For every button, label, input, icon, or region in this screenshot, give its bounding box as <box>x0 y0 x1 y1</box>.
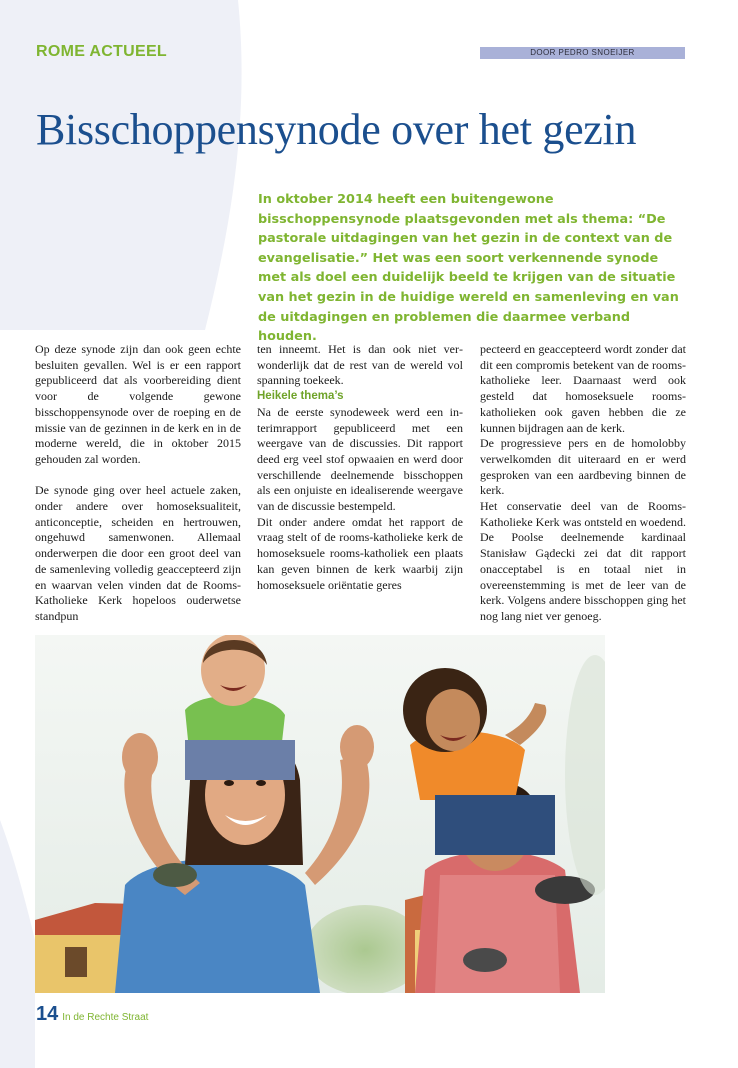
page-number: 14 <box>36 1003 59 1025</box>
paragraph: Op deze synode zijn dan ook geen echte besluiten gevallen. Wel is er een rapport gepubliceerd dat als voorbereiding dient voor de volgende gewone bisschoppensynode over de roeping en de missie van de gezinnen in de kerk en in de moderne wereld, die in oktober 2015 gehouden zal worden. <box>35 342 241 466</box>
body-column-2 <box>257 342 463 593</box>
page-footer <box>36 1003 148 1026</box>
article-title: Bisschoppensynode over het gezin <box>36 105 637 154</box>
paragraph: pecteerd en geaccepteerd wordt zonder dat dit een compromis betekent van de rooms-katholieke leer. Daarnaast werd ook gesteld dat homoseksuele rooms-katholieken ook gaven hebben die ze kunnen bijdragen aan de kerk. <box>480 342 686 435</box>
paragraph: Het conservatie deel van de Rooms-Katholieke Kerk was ontsteld en woedend. De Poolse deelnemende kardinaal Stanisław Gądecki zei dat dit rapport onacceptabel is en totaal niet in overeenstemming is met de leer van de kerk. Volgens andere bisschoppen ging het nog lang niet ver genoeg. <box>480 499 686 623</box>
author-byline: DOOR PEDRO SNOEIJER <box>480 47 685 59</box>
body-column-3 <box>480 342 686 625</box>
body-column-1 <box>35 342 241 625</box>
subheading: Heikele thema’s <box>257 390 344 403</box>
section-label: ROME ACTUEEL <box>36 43 168 60</box>
paragraph: Na de eerste synodeweek werd een interimrapport gepubliceerd met een weergave van de discussies. Dit rapport deed erg veel stof opwaaien en werd door verschillende deelnemende bisschoppen als een onjuiste en idealiserende weergave van de discussie bestempeld. <box>257 404 463 514</box>
paragraph: Dit onder andere omdat het rapport de vraag stelt of de rooms-katholieke kerk de homoseksuele rooms-katholiek een plaats kan geven binnen de kerk waarbij zijn homoseksuele oriëntatie geres <box>257 514 463 592</box>
magazine-name: In de Rechte Straat <box>62 1012 149 1023</box>
article-intro: In oktober 2014 heeft een buitengewone bisschoppensynode plaatsgevonden met als thema: “De pastorale uitdagingen van het gezin in de context van de evangelisatie.” Het was een soort verkennende synode met als doel een duidelijk beeld te krijgen van de situatie van het gezin in de huidige wereld en samenleving en van de uitdagingen en problemen die daarmee verband houden. <box>258 192 679 345</box>
paragraph: ten inneemt. Het is dan ook niet verwonderlijk dat de rest van de wereld vol spanning toekeek. <box>257 342 463 388</box>
article-body <box>35 342 686 622</box>
paragraph: De synode ging over heel actuele zaken, onder andere over homoseksualiteit, anticonceptie, scheiden en hertrouwen, ongehuwd samenwonen. Allemaal onderwerpen die door een groot deel van de samenleving volledig geaccepteerd zijn en waarvan velen vinden dat de Rooms-Katholieke Kerk hopeloos ouderwetse standpun <box>35 483 241 623</box>
family-photo <box>35 635 605 993</box>
paragraph: De progressieve pers en de homolobby verwelkomden dit uiteraard en er werd gesproken van een aardbeving binnen de kerk. <box>480 436 686 498</box>
